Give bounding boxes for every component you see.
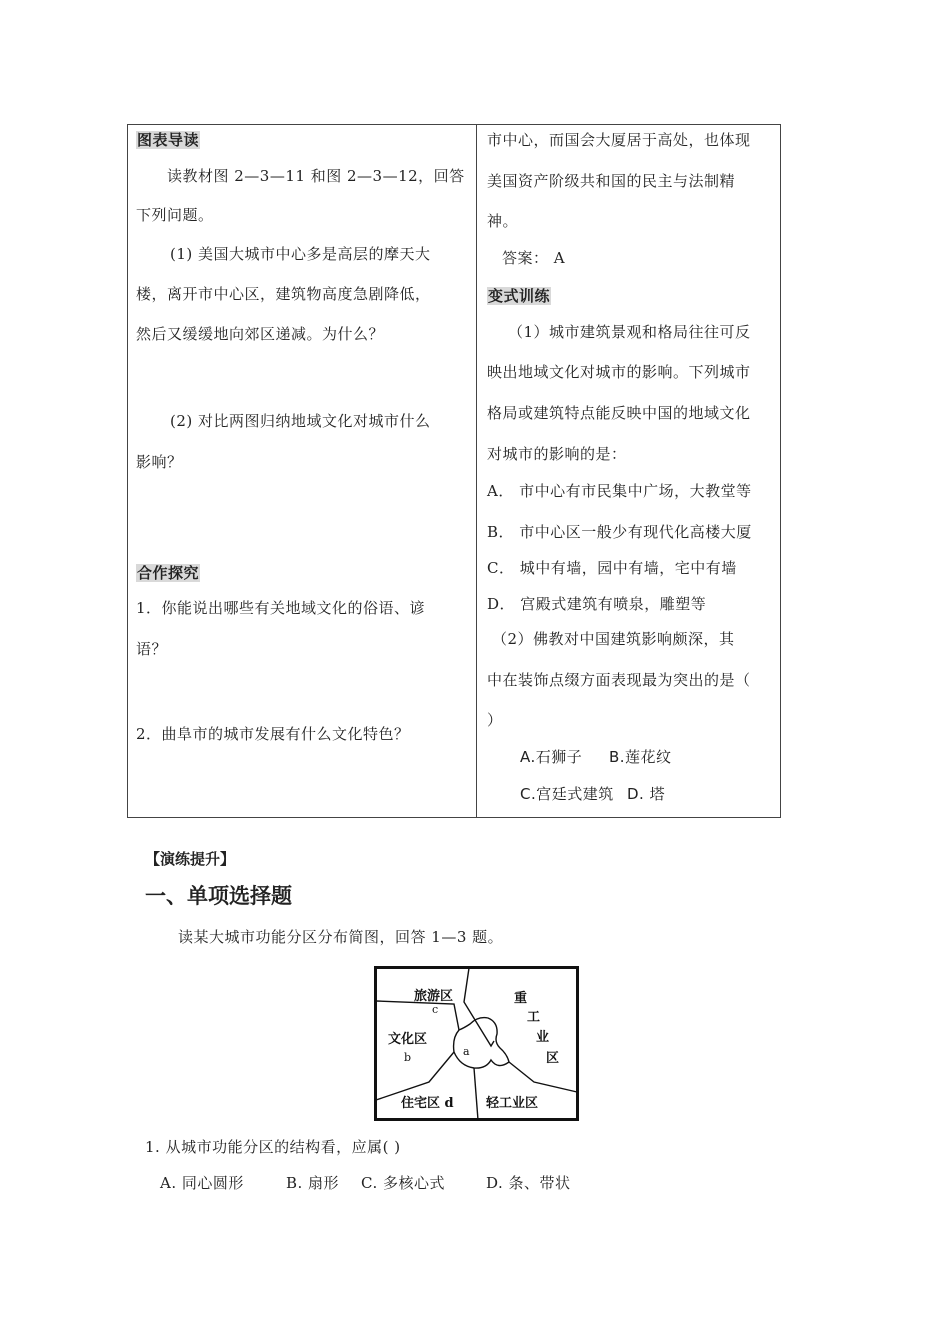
map-letter-b: b — [404, 1051, 412, 1064]
section-bracket-heading: 【演练提升】 — [145, 850, 236, 868]
inquiry1-line-1: 1．你能说出哪些有关地域文化的俗语、谚 — [136, 599, 426, 617]
training2-line-3: ） — [487, 711, 503, 729]
section-title-variant-training: 变式训练 — [488, 287, 551, 305]
question2-line-2: 影响？ — [136, 453, 183, 471]
answer-text: 答案： A — [502, 249, 566, 267]
question-1-option-d: D. 条、带状 — [486, 1174, 571, 1192]
map-letter-a: a — [463, 1045, 470, 1058]
map-label-culture: 文化区 — [388, 1032, 428, 1047]
training1-line-1: （1）城市建筑景观和格局往往可反 — [508, 323, 751, 341]
question1-line-2: 楼，离开市中心区，建筑物高度急剧降低， — [136, 285, 431, 303]
multiple-choice-heading: 一、单项选择题 — [145, 884, 292, 908]
map-label-residential: 住宅区 d — [401, 1096, 454, 1111]
training1-option-d: D． 宫殿式建筑有喷泉，雕塑等 — [487, 595, 707, 613]
table-column-divider — [476, 124, 477, 818]
training1-line-4: 对城市的影响的是： — [487, 445, 627, 463]
training2-line-1: （2）佛教对中国建筑影响颇深，其 — [492, 630, 735, 648]
question2-line-1: (2) 对比两图归纳地域文化对城市什么 — [170, 412, 431, 430]
training1-option-b: B． 市中心区一般少有现代化高楼大厦 — [487, 523, 752, 541]
training1-option-c: C． 城中有墙，园中有墙，宅中有墙 — [487, 559, 737, 577]
training2-option-d: D. 塔 — [627, 785, 666, 803]
map-label-heavy-3: 业 — [536, 1030, 550, 1045]
question1-line-1: (1) 美国大城市中心多是高层的摩天大 — [170, 245, 431, 263]
map-label-tourism: 旅游区 — [414, 989, 454, 1004]
city-zone-map — [374, 966, 580, 1122]
question1-line-3: 然后又缓缓地向郊区递减。为什么？ — [136, 325, 385, 343]
continued-line-3: 神。 — [487, 212, 519, 230]
continued-line-1: 市中心，而国会大厦居于高处，也体现 — [487, 131, 751, 149]
map-instruction: 读某大城市功能分区分布简图，回答 1—3 题。 — [178, 928, 504, 946]
intro-line-2: 下列问题。 — [136, 206, 214, 224]
continued-line-2: 美国资产阶级共和国的民主与法制精 — [487, 172, 736, 190]
map-label-heavy-2: 工 — [527, 1010, 541, 1025]
inquiry2-line-1: 2．曲阜市的城市发展有什么文化特色？ — [136, 725, 410, 743]
training2-option-a: A.石狮子 — [520, 748, 583, 766]
map-label-heavy-1: 重 — [514, 991, 528, 1006]
training2-line-2: 中在装饰点缀方面表现最为突出的是（ — [487, 671, 751, 689]
map-letter-c: c — [432, 1003, 439, 1016]
training2-option-b: B.莲花纹 — [609, 748, 672, 766]
training1-option-a: A． 市中心有市民集中广场，大教堂等 — [487, 482, 752, 500]
training2-option-c: C.宫廷式建筑 — [520, 785, 614, 803]
question-1-option-b: B. 扇形 — [286, 1174, 340, 1192]
section-title-chart-reading: 图表导读 — [137, 131, 200, 149]
question-1: 1. 从城市功能分区的结构看，应属( ) — [145, 1138, 401, 1156]
map-label-light-industry: 轻工业区 — [486, 1096, 539, 1111]
intro-line-1: 读教材图 2—3—11 和图 2—3—12，回答 — [167, 167, 465, 185]
map-label-heavy-4: 区 — [546, 1051, 560, 1066]
question-1-option-a: A. 同心圆形 — [160, 1174, 244, 1192]
inquiry1-line-2: 语？ — [136, 640, 168, 658]
content-table — [127, 124, 781, 818]
training1-line-2: 映出地域文化对城市的影响。下列城市 — [487, 363, 751, 381]
section-title-cooperative-inquiry: 合作探究 — [137, 564, 200, 582]
question-1-option-c: C. 多核心式 — [361, 1174, 445, 1192]
training1-line-3: 格局或建筑特点能反映中国的地域文化 — [487, 404, 751, 422]
